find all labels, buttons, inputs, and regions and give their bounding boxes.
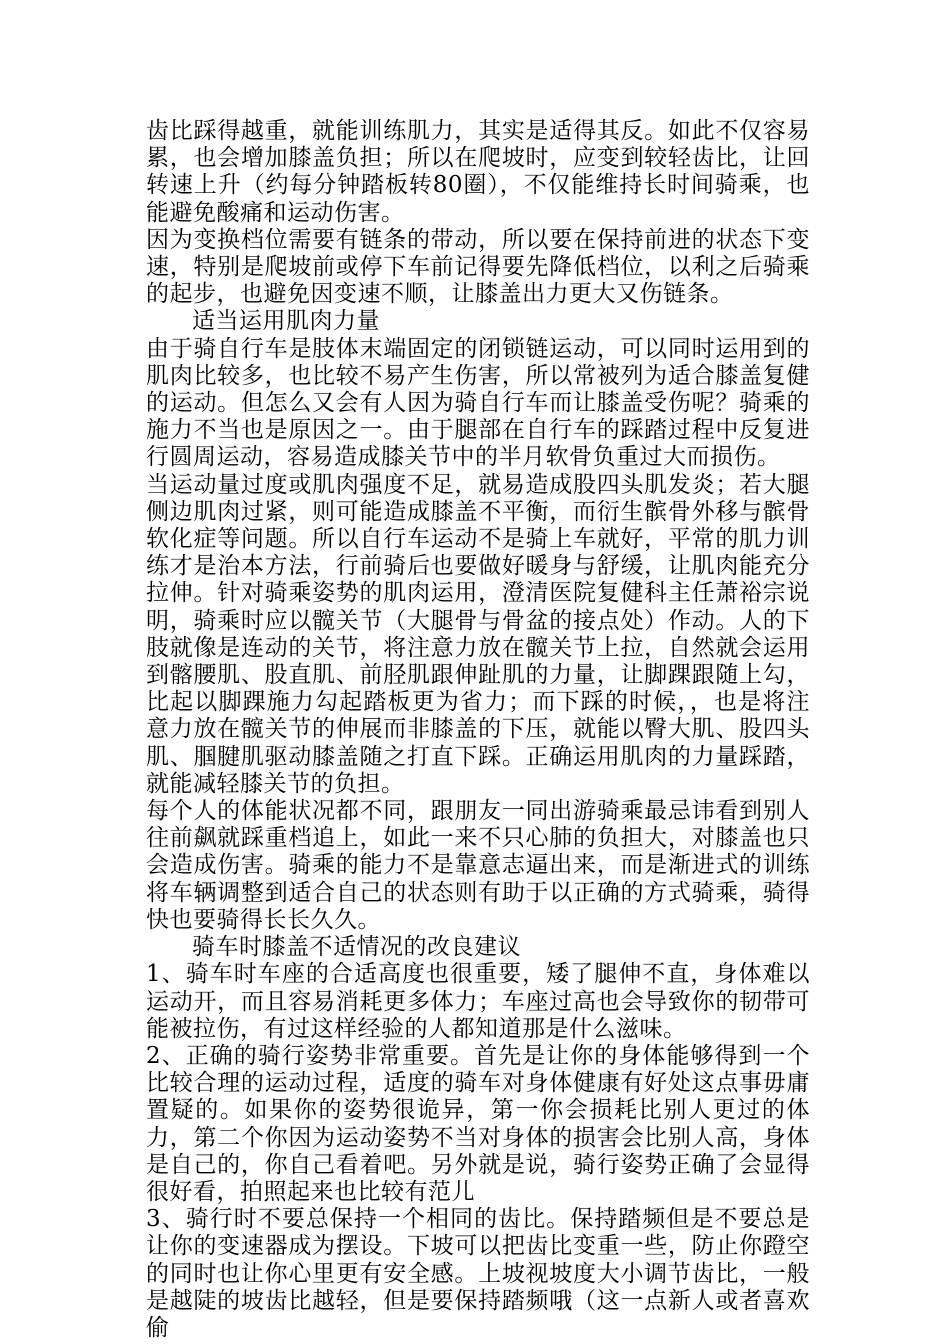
section-heading-suggestions: 骑车时膝盖不适情况的改良建议 <box>192 934 521 961</box>
list-item-posture: 2、正确的骑行姿势非常重要。首先是让你的身体能够得到一个比较合理的运动过程，适度的骑车对身体健康有好处这点事毋庸置疑的。如果你的姿势很诡异，第一你会损耗比别人更过的体力，第二个你因为运动姿势不当对身体的损害会比别人高，身体是自己的，你自己看着吧。另外就是说，骑行姿势正确了会显得很好看，拍照起来也比较有范儿 <box>146 1042 810 1205</box>
list-item-seat-height: 1、骑车时车座的合适高度也很重要，矮了腿伸不直，身体难以运动开，而且容易消耗更多体力；车座过高也会导致你的韧带可能被拉伤，有过这样经验的人都知道那是什么滋味。 <box>146 961 810 1042</box>
paragraph-fitness: 每个人的体能状况都不同，跟朋友一同出游骑乘最忌讳看到别人往前飙就踩重档追上，如此一来不只心肺的负担大，对膝盖也只会造成伤害。骑乘的能力不是靠意志逼出来，而是渐进式的训练将车辆调整到适合自己的状态则有助于以正确的方式骑乘，骑得快也要骑得长长久久。 <box>146 798 810 933</box>
document-page <box>146 118 810 1342</box>
paragraph-closed-chain: 由于骑自行车是肢体末端固定的闭锁链运动，可以同时运用到的肌肉比较多，也比较不易产生伤害，所以常被列为适合膝盖复健的运动。但怎么又会有人因为骑自行车而让膝盖受伤呢？骑乘的施力不当也是原因之一。由于腿部在自行车的踩踏过程中反复进行圆周运动，容易造成膝关节中的半月软骨负重过大而损伤。 <box>146 335 810 471</box>
paragraph-muscle-usage: 当运动量过度或肌肉强度不足，就易造成股四头肌发炎；若大腿侧边肌肉过紧，则可能造成膝盖不平衡，而衍生髌骨外移与髌骨软化症等问题。所以自行车运动不是骑上车就好，平常的肌力训练才是治本方法，行前骑后也要做好暖身与舒缓，让肌肉能充分拉伸。针对骑乘姿势的肌肉运用，澄清医院复健科主任萧裕宗说明，骑乘时应以髋关节（大腿骨与骨盆的接点处）作动。人的下肢就像是连动的关节，将注意力放在髋关节上拉，自然就会运用到髂腰肌、股直肌、前胫肌跟伸趾肌的力量，让脚踝跟随上勾，比起以脚踝施力勾起踏板更为省力；而下踩的时候，，也是将注意力放在髋关节的伸展而非膝盖的下压，就能以臀大肌、股四头肌、腘腱肌驱动膝盖随之打直下踩。正确运用肌肉的力量踩踏，就能减轻膝关节的负担。 <box>146 471 810 797</box>
paragraph-gear-ratio: 齿比踩得越重，就能训练肌力，其实是适得其反。如此不仅容易累，也会增加膝盖负担；所以在爬坡时，应变到较轻齿比，让回转速上升（约每分钟踏板转80圈），不仅能维持长时间骑乘，也能避免酸痛和运动伤害。 <box>146 118 810 226</box>
list-item-gear-ratio: 3、骑行时不要总保持一个相同的齿比。保持踏频但是不要总是让你的变速器成为摆设。下坡可以把齿比变重一些，防止你蹬空的同时也让你心里更有安全感。上坡视坡度大小调节齿比，一般是越陡的坡齿比越轻，但是要保持踏频哦（这一点新人或者喜欢偷 <box>146 1206 810 1341</box>
paragraph-shifting: 因为变换档位需要有链条的带动，所以要在保持前进的状态下变速，特别是爬坡前或停下车前记得要先降低档位，以利之后骑乘的起步，也避免因变速不顺，让膝盖出力更大又伤链条。 <box>146 226 810 308</box>
section-heading-muscle: 适当运用肌肉力量 <box>192 308 380 335</box>
